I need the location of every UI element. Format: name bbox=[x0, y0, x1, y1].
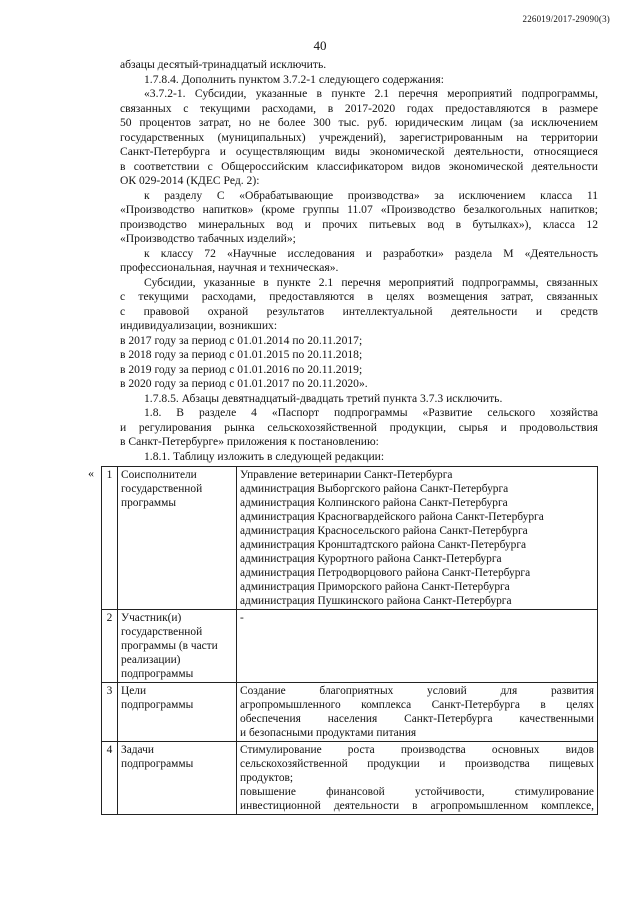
row-content bbox=[237, 683, 598, 742]
paragraph-7 bbox=[120, 334, 598, 349]
text-line: к разделу С «Обрабатывающие производства» за исключением класса 11 bbox=[144, 188, 598, 202]
paragraph-2 bbox=[120, 73, 598, 88]
row-number: 3 bbox=[102, 683, 118, 742]
text-line: профессиональная, научная и техническая». bbox=[120, 261, 339, 274]
row-label bbox=[118, 610, 237, 683]
table-row bbox=[102, 742, 598, 815]
content-line: администрация Колпинского района Санкт-Петербурга bbox=[240, 497, 508, 509]
table-row bbox=[102, 610, 598, 683]
content-line: администрация Кронштадтского района Санкт-Петербурга bbox=[240, 539, 527, 551]
content-line: повышение финансовой устойчивости, стимулирование bbox=[240, 786, 594, 798]
content-line: администрация Приморского района Санкт-Петербурга bbox=[240, 581, 510, 593]
content-line: Стимулирование роста производства основных видов bbox=[240, 744, 594, 756]
label-line: реализации) bbox=[121, 654, 181, 666]
paragraph-1 bbox=[120, 58, 598, 73]
label-line: подпрограммы bbox=[121, 668, 194, 680]
page-number: 40 bbox=[313, 38, 327, 53]
table-row bbox=[102, 683, 598, 742]
text-line: государственных (муниципальных) учреждений), зарегистрированным на территории bbox=[120, 130, 598, 144]
row-number: 1 bbox=[102, 467, 118, 610]
text-line: абзацы десятый-тринадцатый исключить. bbox=[120, 58, 327, 71]
content-line: Создание благоприятных условий для развития bbox=[240, 685, 594, 697]
content-line: обеспечения населения Санкт-Петербурга качественными bbox=[240, 713, 594, 725]
document-id: 226019/2017-29090(3) bbox=[522, 14, 610, 24]
content-line: инвестиционной деятельности в агропромышленном комплексе, bbox=[240, 800, 594, 812]
row-label bbox=[118, 742, 237, 815]
row-content bbox=[237, 467, 598, 610]
content-line: администрация Курортного района Санкт-Петербурга bbox=[240, 553, 502, 565]
row-content bbox=[237, 610, 598, 683]
label-line: Цели bbox=[121, 685, 147, 697]
text-line: в соответствии с Общероссийским классификатором видов экономической деятельности bbox=[120, 159, 598, 173]
label-line: Участник(и) bbox=[121, 612, 182, 624]
table-open-quote: « bbox=[88, 466, 94, 480]
row-number: 2 bbox=[102, 610, 118, 683]
text-line: 1.8. В разделе 4 «Паспорт подпрограммы «Развитие сельского хозяйства bbox=[144, 406, 598, 419]
content-line: администрация Выборгского района Санкт-Петербурга bbox=[240, 483, 509, 495]
row-content bbox=[237, 742, 598, 815]
document-body bbox=[120, 58, 598, 464]
row-number: 4 bbox=[102, 742, 118, 815]
text-line: 1.7.8.5. Абзацы девятнадцатый-двадцать третий пункта 3.7.3 исключить. bbox=[144, 391, 503, 405]
text-line: связанных с текущими расходами, в 2017-2020 годах предоставляются в размере bbox=[120, 101, 598, 115]
paragraph-6 bbox=[120, 276, 598, 334]
text-line: в 2020 году за период с 01.01.2017 по 20.11.2020». bbox=[120, 377, 368, 390]
paragraph-8 bbox=[120, 348, 598, 363]
row-label bbox=[118, 683, 237, 742]
text-line: индивидуализации, возникших: bbox=[120, 319, 278, 332]
text-line: в Санкт-Петербурге» приложения к постановлению: bbox=[120, 435, 379, 448]
paragraph-3 bbox=[120, 87, 598, 189]
content-line: - bbox=[240, 612, 244, 624]
paragraph-10 bbox=[120, 377, 598, 392]
row-label bbox=[118, 467, 237, 610]
paragraph-11 bbox=[120, 392, 598, 407]
content-line: администрация Красносельского района Санкт-Петербурга bbox=[240, 525, 528, 537]
label-line: подпрограммы bbox=[121, 699, 194, 711]
text-line: 50 процентов затрат, но не более 300 тыс. руб. юридическим лицам (за исключением bbox=[120, 116, 598, 129]
text-line: производство минеральных вод и прочих питьевых вод в бутылках»), класса 12 bbox=[120, 217, 598, 231]
label-line: Задачи bbox=[121, 744, 154, 756]
text-line: и регулирования рынка сельскохозяйственной продукции, сырья и продовольствия bbox=[120, 420, 598, 434]
content-line: сельскохозяйственной продукции и производства пищевых bbox=[240, 758, 594, 770]
text-line: с правовой охраной результатов интеллектуальной деятельности и средств bbox=[120, 304, 598, 318]
paragraph-4 bbox=[120, 189, 598, 247]
label-line: программы bbox=[121, 497, 176, 509]
text-line: «Производство табачных изделий»; bbox=[120, 232, 296, 245]
program-passport-table bbox=[101, 466, 598, 815]
text-line: «3.7.2-1. Субсидии, указанные в пункте 2.1 перечня мероприятий подпрограммы, bbox=[144, 87, 598, 100]
content-line: администрация Красногвардейского района Санкт-Петербурга bbox=[240, 511, 544, 523]
label-line: подпрограммы bbox=[121, 758, 194, 770]
text-line: ОК 029-2014 (КДЕС Ред. 2): bbox=[120, 174, 260, 187]
paragraph-12 bbox=[120, 406, 598, 450]
content-line: агропромышленного комплекса Санкт-Петербурга в целях bbox=[240, 699, 594, 711]
text-line: 1.8.1. Таблицу изложить в следующей редакции: bbox=[144, 449, 385, 463]
text-line: Санкт-Петербурга и осуществляющим виды экономической деятельности, относящиеся bbox=[120, 145, 598, 158]
content-line: продуктов; bbox=[240, 772, 294, 784]
text-line: к классу 72 «Научные исследования и разработки» раздела М «Деятельность bbox=[144, 246, 598, 260]
content-line: и безопасными продуктами питания bbox=[240, 727, 417, 739]
text-line: Субсидии, указанные в пункте 2.1 перечня мероприятий подпрограммы, связанных bbox=[144, 275, 598, 289]
content-line: Управление ветеринарии Санкт-Петербурга bbox=[240, 469, 453, 481]
text-line: 1.7.8.4. Дополнить пунктом 3.7.2-1 следующего содержания: bbox=[144, 72, 444, 86]
content-line: администрация Петродворцового района Санкт-Петербурга bbox=[240, 567, 531, 579]
label-line: государственной bbox=[121, 626, 203, 638]
table-row bbox=[102, 467, 598, 610]
content-line: администрация Пушкинского района Санкт-Петербурга bbox=[240, 595, 512, 607]
paragraph-13 bbox=[120, 450, 598, 465]
text-line: «Производство напитков» (кроме группы 11.07 «Производство безалкогольных напитков; bbox=[120, 203, 598, 216]
text-line: в 2019 году за период с 01.01.2016 по 20.11.2019; bbox=[120, 362, 363, 376]
label-line: государственной bbox=[121, 483, 203, 495]
label-line: программы (в части bbox=[121, 640, 218, 652]
text-line: в 2018 году за период с 01.01.2015 по 20.11.2018; bbox=[120, 348, 363, 361]
paragraph-5 bbox=[120, 247, 598, 276]
text-line: в 2017 году за период с 01.01.2014 по 20.11.2017; bbox=[120, 333, 363, 347]
label-line: Соисполнители bbox=[121, 469, 197, 481]
text-line: с текущими расходами, предоставляются в целях возмещения затрат, связанных bbox=[120, 290, 598, 303]
paragraph-9 bbox=[120, 363, 598, 378]
